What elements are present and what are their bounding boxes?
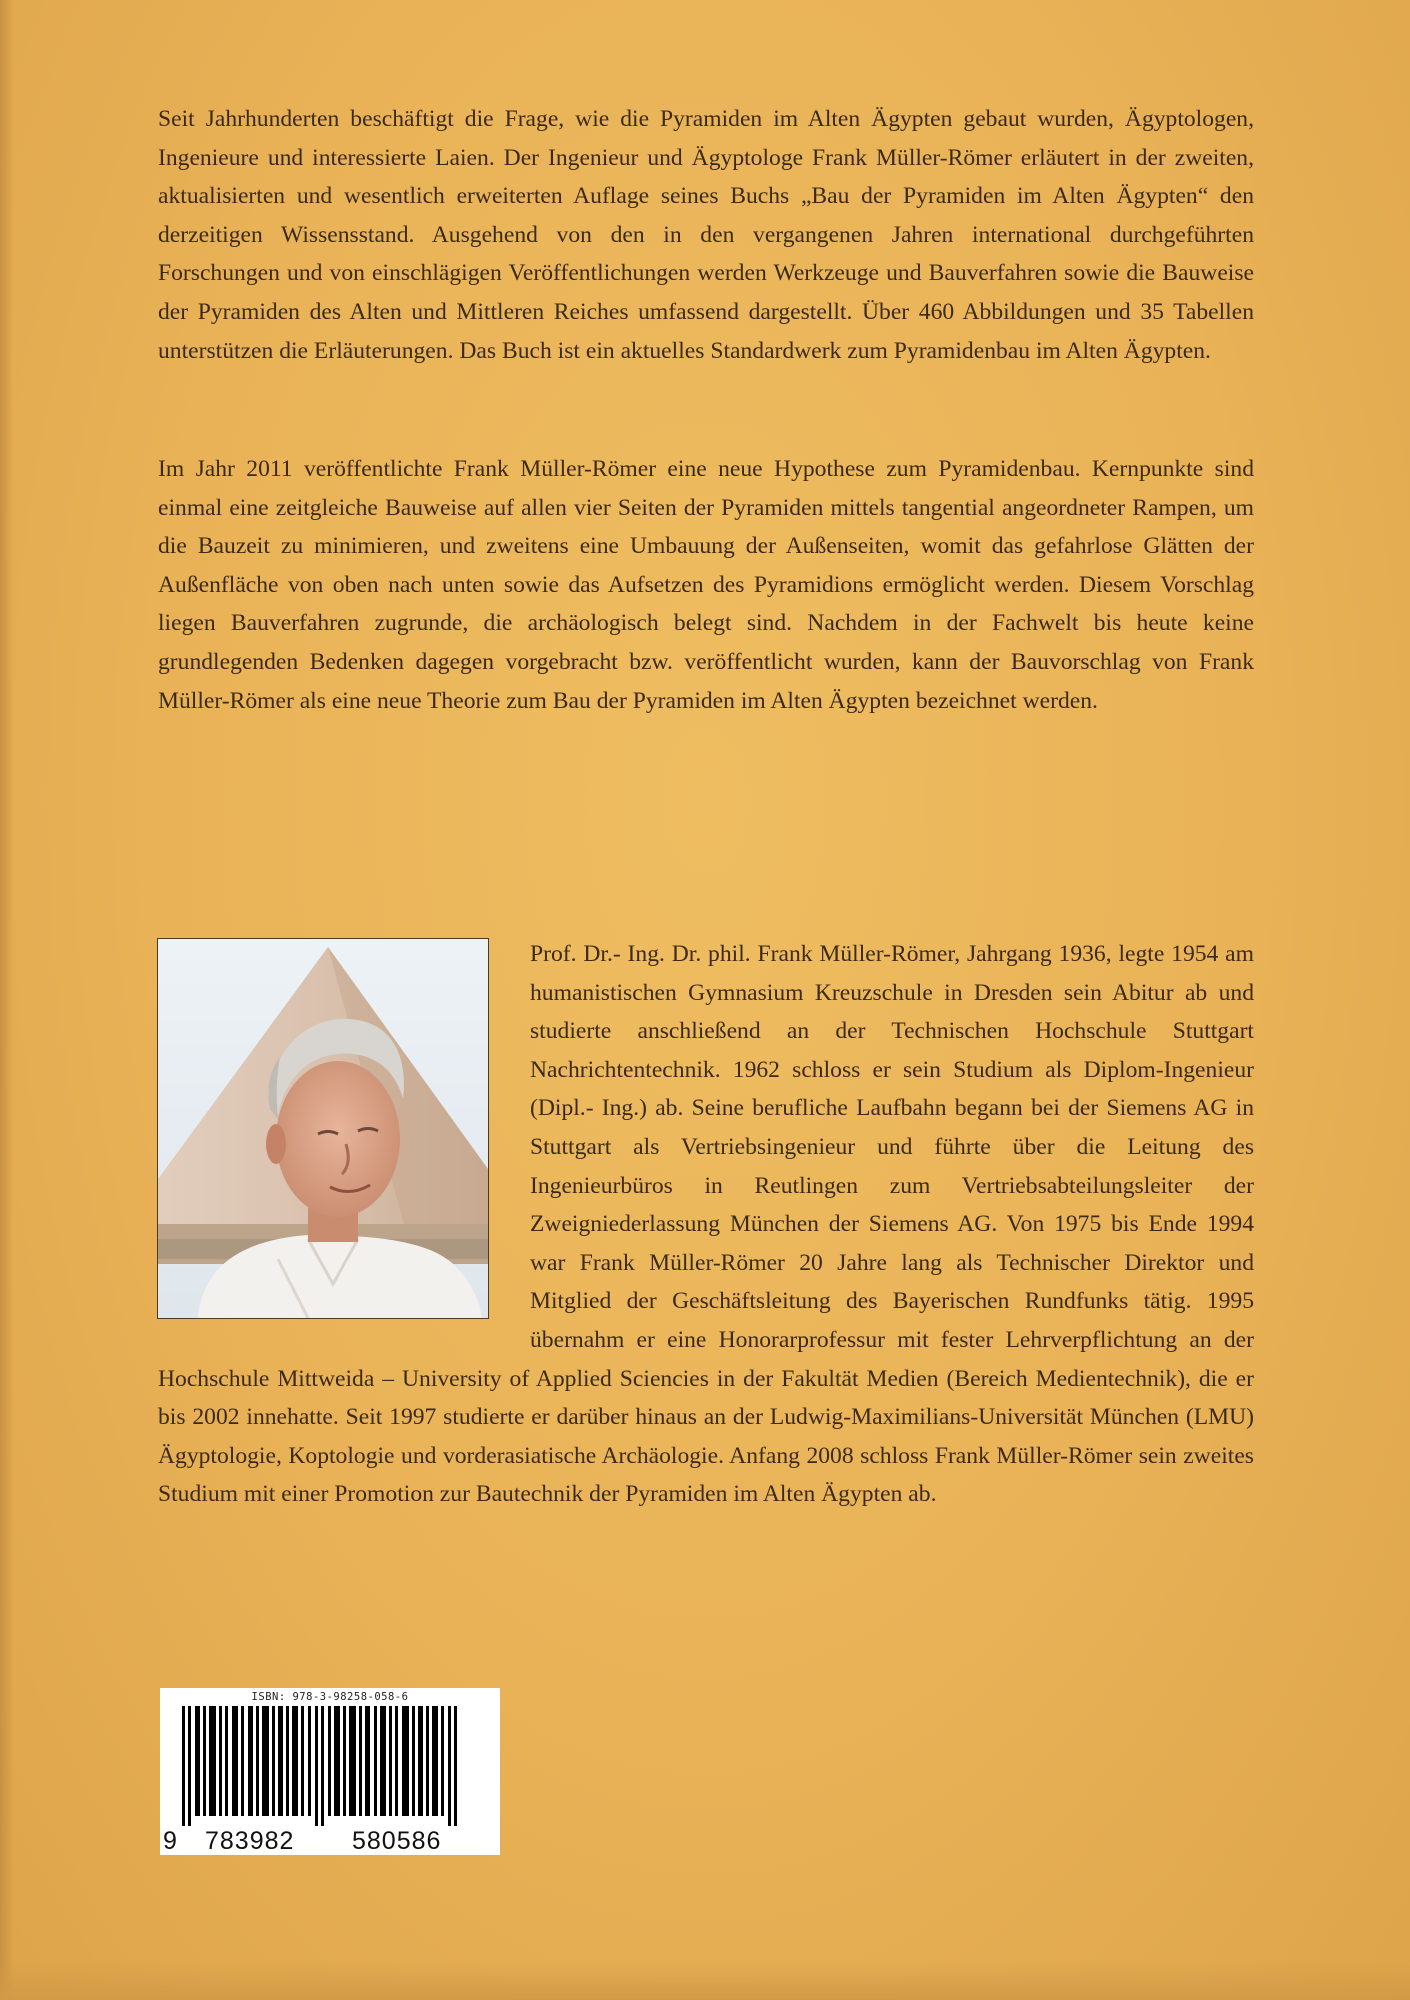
barcode-bars-icon (182, 1706, 482, 1826)
barcode-digits-left: 783982 (205, 1827, 295, 1855)
description-paragraph-1: Seit Jahrhunderten beschäftigt die Frage, wie die Pyramiden im Alten Ägypten gebaut wurden, Ägyptologen, Ingenieure und interessierte Laien. Der Ingenieur und Ägyptologe Frank Müller-Römer erläutert in der zweiten, aktualisierten und wesentlich erweiterten Auflage seines Buchs „Bau der Pyramiden im Alten Ägypten“ den derzeitigen Wissensstand. Ausgehend von den in den vergangenen Jahren international durchgeführten Forschungen und von einschlägigen Veröffentlichungen werden Werkzeuge und Bauverfahren sowie die Bauweise der Pyramiden des Alten und Mittleren Reiches umfassend dargestellt. Über 460 Abbildungen und 35 Tabellen unterstützen die Erläuterungen. Das Buch ist ein aktuelles Standardwerk zum Pyramidenbau im Alten Ägypten. (158, 106, 1254, 364)
author-bio (158, 935, 1254, 1514)
author-bio-text: Prof. Dr.- Ing. Dr. phil. Frank Müller-Römer, Jahrgang 1936, legte 1954 am humanistischen Gymnasium Kreuzschule in Dresden sein Abitur ab und studierte anschließend an der Technischen Hochschule Stuttgart Nachrichtentechnik. 1962 schloss er sein Studium als Diplom-Ingenieur (Dipl.- Ing.) ab. Seine berufliche Laufbahn begann bei der Siemens AG in Stuttgart als Vertriebsingenieur und führte über die Leitung des Ingenieurbüros in Reutlingen zum Vertriebsabteilungsleiter der Zweigniederlassung München der Siemens AG. Von 1975 bis Ende 1994 war Frank Müller-Römer 20 Jahre lang als Technischer Direktor und Mitglied der Geschäftsleitung des Bayerischen Rundfunks tätig. 1995 übernahm er eine Honorarprofessur mit fester Lehrverpflichtung an der Hochschule Mittweida – University of Applied Sciencies in der Fakultät Medien (Bereich Medientechnik), die er bis 2002 innehatte. Seit 1997 studierte er darüber hinaus an der Ludwig-Maximilians-Universität München (LMU) Ägyptologie, Koptologie und vorderasiatische Archäologie. Anfang 2008 schloss Frank Müller-Römer sein zweites Studium mit einer Promotion zur Bautechnik der Pyramiden im Alten Ägypten ab. (158, 941, 1254, 1508)
barcode-digits-right: 580586 (352, 1827, 442, 1855)
isbn-barcode (160, 1688, 500, 1855)
isbn-label: ISBN: 978-3-98258-058-6 (251, 1691, 409, 1703)
photo-spacer (158, 935, 530, 1335)
cover-left-edge (0, 0, 14, 2000)
cover-bottom-edge (0, 1960, 1410, 2000)
barcode-digit-lead: 9 (163, 1827, 177, 1855)
description-paragraph-2: Im Jahr 2011 veröffentlichte Frank Müller-Römer eine neue Hypothese zum Pyramidenbau. Kernpunkte sind einmal eine zeitgleiche Bauweise auf allen vier Seiten der Pyramiden mittels tangential angeordneter Rampen, um die Bauzeit zu minimieren, und zweitens eine Umbauung der Außenseiten, womit das gefahrlose Glätten der Außenfläche von oben nach unten sowie das Aufsetzen des Pyramidions ermöglicht werden. Diesem Vorschlag liegen Bauverfahren zugrunde, die archäologisch belegt sind. Nachdem in der Fachwelt bis heute keine grundlegenden Bedenken dagegen vorgebracht bzw. veröffentlicht wurden, kann der Bauvorschlag von Frank Müller-Römer als eine neue Theorie zum Bau der Pyramiden im Alten Ägypten bezeichnet werden. (158, 456, 1254, 714)
